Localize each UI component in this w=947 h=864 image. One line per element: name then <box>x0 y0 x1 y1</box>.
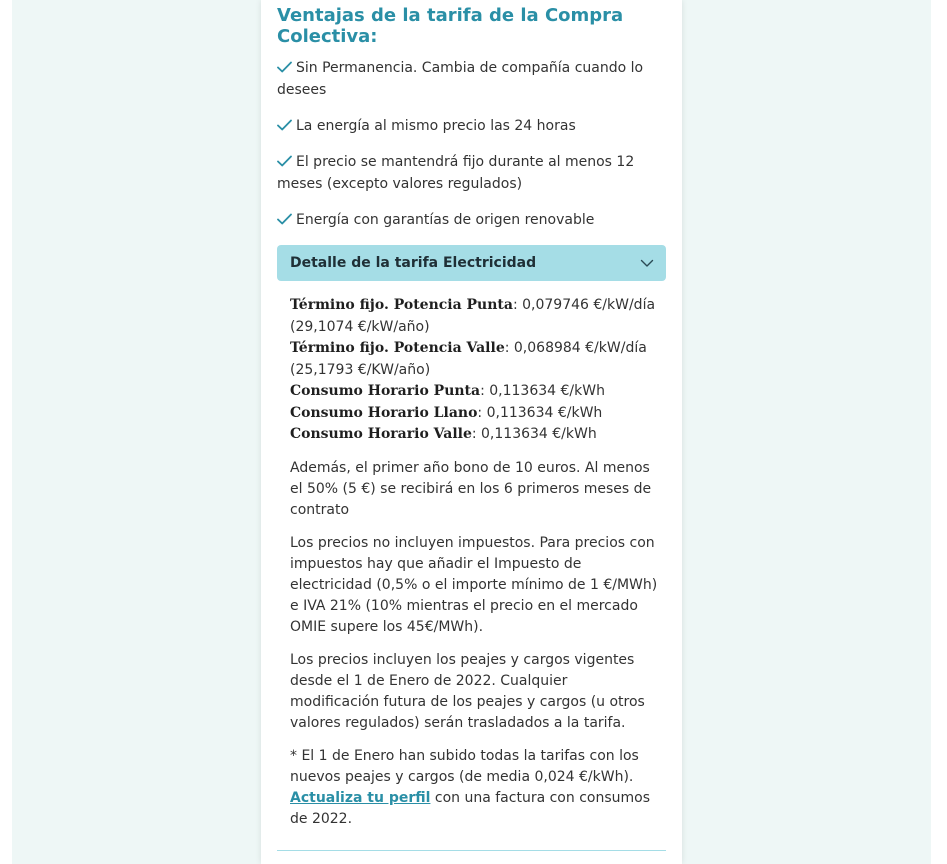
note-prefix: * El 1 de Enero han subido todas la tarifas con los nuevos peajes y cargos (de media 0,024 €/kWh). <box>290 747 639 785</box>
rate-value: : 0,113634 €/kWh <box>480 383 605 399</box>
rate-label: Término fijo. Potencia Punta <box>290 297 513 313</box>
rate-value: : 0,113634 €/kWh <box>477 404 603 421</box>
benefits-list <box>277 57 667 245</box>
benefit-text: La energía al mismo precio las 24 horas <box>296 118 576 134</box>
chevron-down-icon <box>640 256 654 270</box>
rate-value: : 0,113634 €/kWh <box>471 426 597 442</box>
section-title: Ventajas de la tarifa de la Compra Colectiva: <box>277 5 624 47</box>
tariff-card <box>261 0 682 864</box>
rate-label: Consumo Horario Llano <box>290 404 478 421</box>
taxes-paragraph: Los precios no incluyen impuestos. Para precios con impuestos hay que añadir el Impuesto de electricidad (0,5% o el importe mínimo de 1 €/MWh) e IVA 21% (10% mientras el precio en el mercado OMIE supere los 45€/MWh). <box>290 534 658 635</box>
benefit-item <box>277 209 667 231</box>
check-icon <box>277 61 292 73</box>
rate-line <box>290 295 660 338</box>
rate-line <box>290 338 660 381</box>
rate-line <box>290 403 660 425</box>
rate-line <box>290 424 660 446</box>
benefit-text: Energía con garantías de origen renovable <box>296 212 595 228</box>
update-profile-link[interactable]: Actualiza tu perfil <box>290 789 431 806</box>
benefit-item <box>277 151 667 195</box>
benefit-text: Sin Permanencia. Cambia de compañía cuando lo desees <box>277 60 644 98</box>
rate-label: Consumo Horario Punta <box>290 383 481 399</box>
check-icon <box>277 213 292 225</box>
rate-value: : 0,068984 €/kW/día (25,1793 €/KW/año) <box>290 340 647 378</box>
benefit-item <box>277 115 667 137</box>
rates-list <box>290 295 660 446</box>
rate-label: Término fijo. Potencia Valle <box>290 340 505 356</box>
benefit-text: El precio se mantendrá fijo durante al menos 12 meses (excepto valores regulados) <box>277 154 635 192</box>
tolls-paragraph: Los precios incluyen los peajes y cargos vigentes desde el 1 de Enero de 2022. Cualquier modificación futura de los peajes y cargos (u otros valores regulados) serán trasladados a la tarifa. <box>290 651 645 731</box>
tariff-details-panel <box>290 295 660 830</box>
check-icon <box>277 155 292 167</box>
divider <box>277 850 666 851</box>
rate-value: : 0,079746 €/kW/día (29,1074 €/kW/año) <box>290 297 656 335</box>
note-suffix: con una factura con consumos de 2022. <box>290 789 650 827</box>
rate-label: Consumo Horario Valle <box>290 426 472 442</box>
note-paragraph <box>290 746 660 830</box>
benefit-item <box>277 57 667 101</box>
accordion-title: Detalle de la tarifa Electricidad <box>290 255 537 271</box>
tariff-detail-accordion-toggle[interactable] <box>277 245 666 281</box>
rate-line <box>290 381 660 403</box>
check-icon <box>277 119 292 131</box>
bonus-paragraph: Además, el primer año bono de 10 euros. Al menos el 50% (5 €) se recibirá en los 6 primeros meses de contrato <box>290 459 652 518</box>
